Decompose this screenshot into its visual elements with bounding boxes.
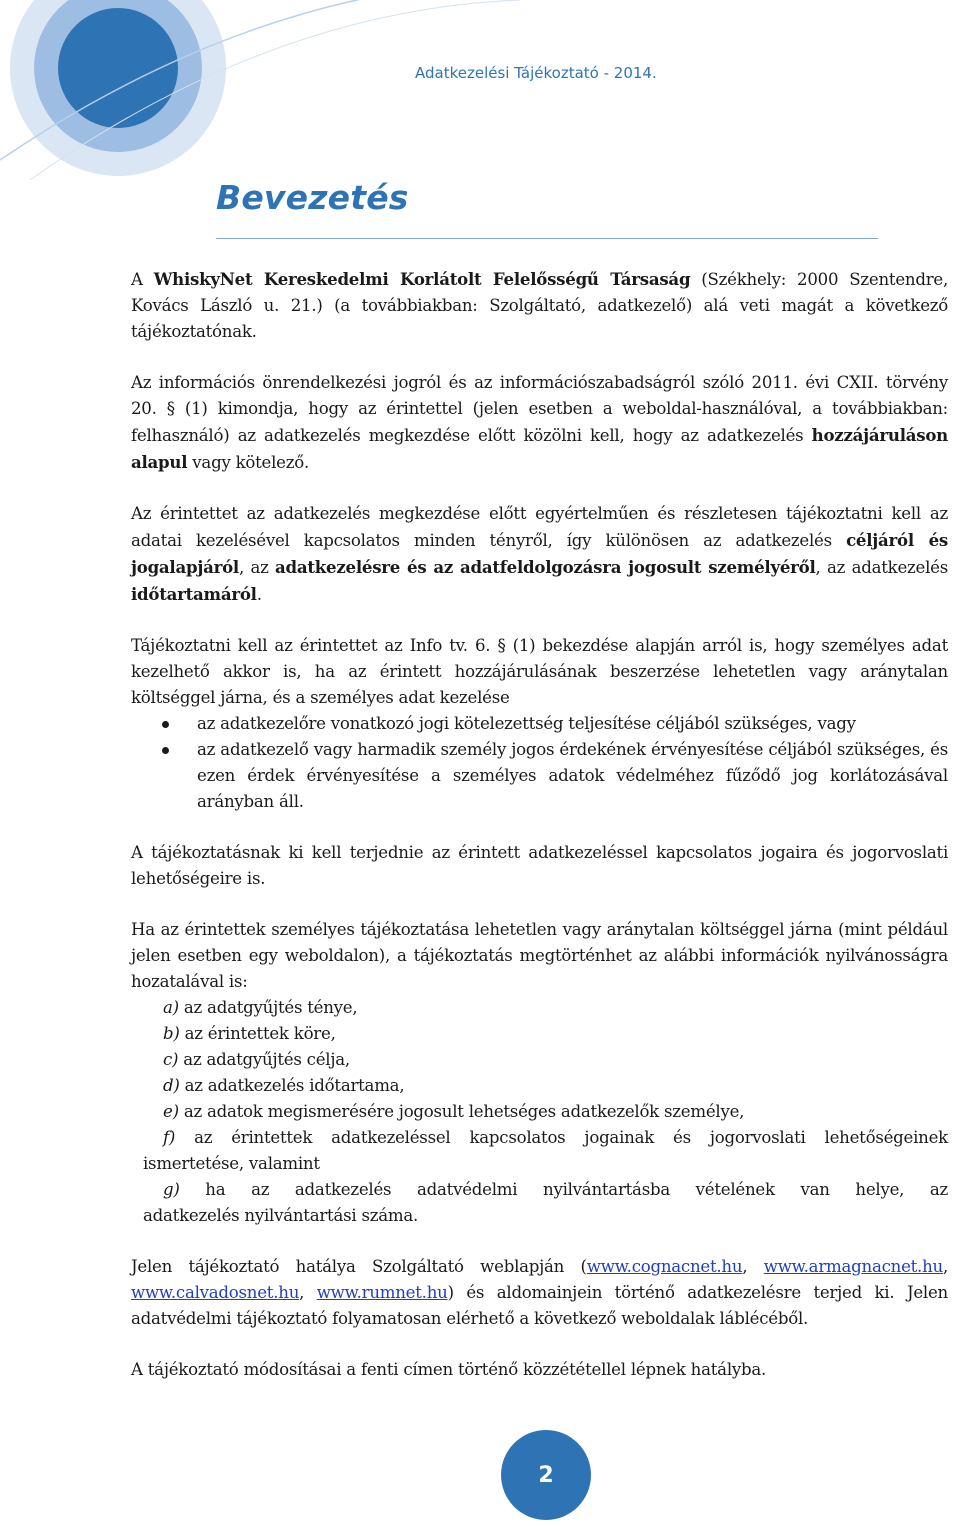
running-header: Adatkezelési Tájékoztató - 2014. bbox=[415, 64, 657, 82]
paragraph-info-tv: Tájékoztatni kell az érintettet az Info tv. 6. § (1) bekezdése alapján arról is, hogy személyes adat kezelhető akkor is, ha az érintett hozzájárulásának beszerzése lehetetlen vagy aránytalan költséggel járna, és a személyes adat kezelése bbox=[131, 636, 948, 707]
paragraph-scope: Jelen tájékoztató hatálya Szolgáltató weblapján (www.cognacnet.hu, www.armagnacnet.hu, www.calvadosnet.hu, www.rumnet.hu) és aldomainjein történő adatkezelésre terjed ki. Jelen adatvédelmi tájékoztató folyamatosan elérhető a következő weboldalak láblécéből. bbox=[131, 1257, 948, 1328]
paragraph-intro: A WhiskyNet Kereskedelmi Korlátolt Felelősségű Társaság (Székhely: 2000 Szentendre, Kovács László u. 21.) (a továbbiakban: Szolgáltató, adatkezelő) alá veti magát a következő tájékoztatónak. bbox=[131, 269, 948, 341]
list-item: b) az érintettek köre, bbox=[163, 1024, 336, 1043]
bullet-icon bbox=[162, 721, 169, 728]
company-name: WhiskyNet Kereskedelmi Korlátolt Felelősségű Társaság bbox=[153, 269, 691, 289]
paragraph-publication: Ha az érintettek személyes tájékoztatása lehetetlen vagy aránytalan költséggel járna (mint például jelen esetben egy weboldalon), a tájékoztatás megtörténhet az alábbi információk nyilvánosságra hozatalával is: bbox=[131, 920, 948, 991]
link-cognacnet[interactable]: www.cognacnet.hu bbox=[586, 1257, 743, 1276]
paragraph-modification: A tájékoztató módosításai a fenti címen történő közzététellel lépnek hatályba. bbox=[131, 1360, 767, 1379]
page-number-badge: 2 bbox=[501, 1430, 591, 1520]
bullet-icon bbox=[162, 747, 169, 754]
bullet-item: az adatkezelőre vonatkozó jogi kötelezettség teljesítése céljából szükséges, vagy bbox=[131, 711, 948, 737]
corner-decoration bbox=[0, 0, 520, 190]
link-rumnet[interactable]: www.rumnet.hu bbox=[316, 1283, 448, 1302]
list-item: e) az adatok megismerésére jogosult lehetséges adatkezelők személye, bbox=[163, 1102, 745, 1121]
list-item: f) az érintettek adatkezeléssel kapcsolatos jogainak és jogorvoslati lehetőségeinek ismertetése, valamint bbox=[143, 1128, 948, 1173]
list-item: d) az adatkezelés időtartama, bbox=[163, 1076, 405, 1095]
title-underline bbox=[216, 238, 878, 239]
bullet-item: az adatkezelő vagy harmadik személy jogos érdekének érvényesítése céljából szükséges, és ezen érdek érvényesítése a személyes adatok védelméhez fűződő jog korlátozásával arányban áll. bbox=[131, 737, 948, 815]
paragraph-obligation: Az érintettet az adatkezelés megkezdése előtt egyértelműen és részletesen tájékoztatni kell az adatai kezelésével kapcsolatos minden tényről, így különösen az adatkezelés céljáról és jogalapjáról, az adatkezelésre és az adatfeldolgozásra jogosult személyéről, az adatkezelés időtartamáról. bbox=[131, 504, 948, 604]
link-calvadosnet[interactable]: www.calvadosnet.hu bbox=[131, 1283, 300, 1302]
paragraph-rights: A tájékoztatásnak ki kell terjednie az érintett adatkezeléssel kapcsolatos jogaira és jogorvoslati lehetőségeire is. bbox=[131, 843, 948, 888]
paragraph-law: Az információs önrendelkezési jogról és az információszabadságról szóló 2011. évi CXII. törvény 20. § (1) kimondja, hogy az érintettel (jelen esetben a weboldal-használóval, a továbbiakban: felhasználó) az adatkezelés megkezdése előtt közölni kell, hogy az adatkezelés hozzájáruláson alapul vagy kötelező. bbox=[131, 373, 948, 472]
section-title: Bevezetés bbox=[216, 178, 409, 217]
document-body bbox=[131, 266, 948, 1383]
list-item: a) az adatgyűjtés ténye, bbox=[163, 998, 358, 1017]
list-item: g) ha az adatkezelés adatvédelmi nyilvántartásba vételének van helye, az adatkezelés nyilvántartási száma. bbox=[143, 1180, 948, 1225]
link-armagnacnet[interactable]: www.armagnacnet.hu bbox=[763, 1257, 943, 1276]
list-item: c) az adatgyűjtés célja, bbox=[163, 1050, 350, 1069]
